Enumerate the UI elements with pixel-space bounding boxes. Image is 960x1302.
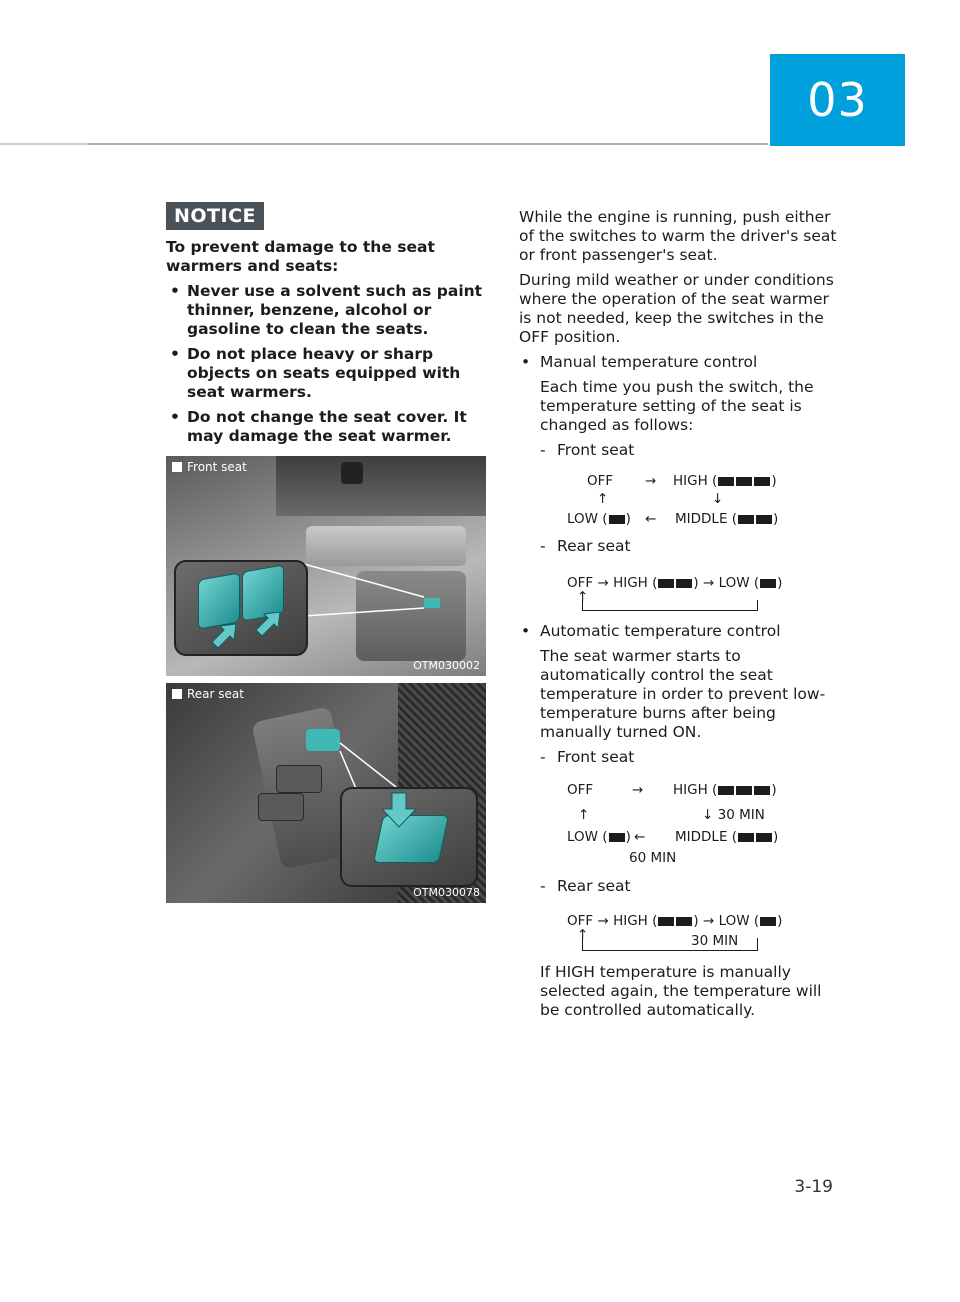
photo-label xyxy=(172,460,247,474)
chapter-tab: 03 xyxy=(770,54,905,146)
high-label: HIGH ( ) xyxy=(673,782,777,798)
arrow-down: ↓ xyxy=(712,491,724,507)
sub-label-text: Rear seat xyxy=(557,877,631,895)
notice-list xyxy=(166,282,486,446)
arrow-up: ↑ xyxy=(578,807,590,823)
arrow-right: → xyxy=(632,782,644,798)
high-label: HIGH ( ) xyxy=(673,473,777,489)
auto-control-heading: • Automatic temperature control xyxy=(519,622,839,641)
min-60-label: 60 MIN xyxy=(629,850,677,866)
low-label: LOW ( ) xyxy=(567,511,631,527)
off-label: OFF xyxy=(587,473,614,489)
front-seat-photo xyxy=(166,456,486,676)
heat-icon xyxy=(609,833,625,842)
auto-control-desc: The seat warmer starts to automatically control the seat temperature in order to prevent low-temperature burns after being manually turned ON. xyxy=(540,647,826,741)
header-rule-accent xyxy=(88,143,768,145)
manual-front-label: - Front seat xyxy=(540,441,635,459)
press-down-arrow xyxy=(342,789,476,885)
heat-icon xyxy=(756,515,772,524)
heat-icon xyxy=(738,833,754,842)
heat-icon xyxy=(718,477,734,486)
middle-label: MIDDLE ( ) xyxy=(675,829,779,845)
auto-rear-label: - Rear seat xyxy=(540,877,631,895)
heat-icon xyxy=(658,917,674,926)
arrow-up: ↑ xyxy=(577,927,589,943)
body-text xyxy=(519,208,839,460)
heat-icon xyxy=(609,515,625,524)
heat-icon xyxy=(760,579,776,588)
heat-icon xyxy=(756,833,772,842)
auto-note: If HIGH temperature is manually selected again, the temperature will be controlled automatically. xyxy=(540,963,822,1019)
heat-icon xyxy=(718,786,734,795)
photo-label-text: Front seat xyxy=(187,460,247,474)
rear-switch-inset xyxy=(340,787,478,887)
auto-rear-label-wrap xyxy=(519,877,839,896)
arrow-right: → xyxy=(645,473,657,489)
paragraph: While the engine is running, push either of the switches to warm the driver's seat or front passenger's seat. xyxy=(519,208,837,264)
heat-icon xyxy=(754,786,770,795)
arrow-left: ← xyxy=(634,829,646,845)
page-number: 3-19 xyxy=(794,1177,833,1197)
rear-sequence: OFF → HIGH ( ) → LOW ( ) xyxy=(567,575,783,591)
label-square-icon xyxy=(172,462,182,472)
heat-icon xyxy=(676,579,692,588)
notice-item: • Do not change the seat cover. It may damage the seat warmer. xyxy=(166,408,486,446)
rear-sequence: OFF → HIGH ( ) → LOW ( ) xyxy=(567,913,783,929)
notice-badge: NOTICE xyxy=(166,202,264,230)
manual-rear-label: - Rear seat xyxy=(540,537,631,555)
low-label: LOW ( ) xyxy=(567,829,631,845)
middle-label: MIDDLE ( ) xyxy=(675,511,779,527)
heat-icon xyxy=(658,579,674,588)
sub-label-text: Rear seat xyxy=(557,537,631,555)
arrow-up: ↑ xyxy=(597,491,609,507)
notice-item: • Do not place heavy or sharp objects on seats equipped with seat warmers. xyxy=(166,345,486,402)
heat-icon xyxy=(736,477,752,486)
arrow-left: ← xyxy=(645,511,657,527)
front-switch-inset xyxy=(174,560,308,656)
heat-icon xyxy=(676,917,692,926)
heat-icon xyxy=(754,477,770,486)
heat-icon xyxy=(760,917,776,926)
sub-label-text: Front seat xyxy=(557,748,635,766)
auto-section xyxy=(519,622,839,767)
off-label: OFF xyxy=(567,782,594,798)
notice-intro: To prevent damage to the seat warmers and seats: xyxy=(166,238,435,275)
notice-item: • Never use a solvent such as paint thinner, benzene, alcohol or gasoline to clean the seats. xyxy=(166,282,486,339)
min-30-label: 30 MIN xyxy=(691,933,739,949)
photo-code: OTM030078 xyxy=(413,886,480,899)
manual-control-desc: Each time you push the switch, the temperature setting of the seat is changed as follows: xyxy=(540,378,814,434)
auto-note-wrap xyxy=(519,963,839,1026)
manual-control-heading: • Manual temperature control xyxy=(519,353,839,372)
manual-rear-label-wrap xyxy=(519,537,839,556)
photo-label xyxy=(172,687,244,701)
label-square-icon xyxy=(172,689,182,699)
heat-icon xyxy=(736,786,752,795)
press-arrows xyxy=(176,562,306,654)
notice-box xyxy=(166,202,486,452)
paragraph: During mild weather or under conditions where the operation of the seat warmer is not needed, keep the switches in the OFF position. xyxy=(519,271,834,346)
arrow-up: ↑ xyxy=(577,589,589,605)
rear-seat-photo xyxy=(166,683,486,903)
loop-return-line xyxy=(582,600,758,611)
down-30-min: ↓ 30 MIN xyxy=(702,807,765,823)
sub-label-text: Front seat xyxy=(557,441,635,459)
heat-icon xyxy=(738,515,754,524)
photo-label-text: Rear seat xyxy=(187,687,244,701)
photo-code: OTM030002 xyxy=(413,659,480,672)
auto-front-label: - Front seat xyxy=(540,748,635,766)
